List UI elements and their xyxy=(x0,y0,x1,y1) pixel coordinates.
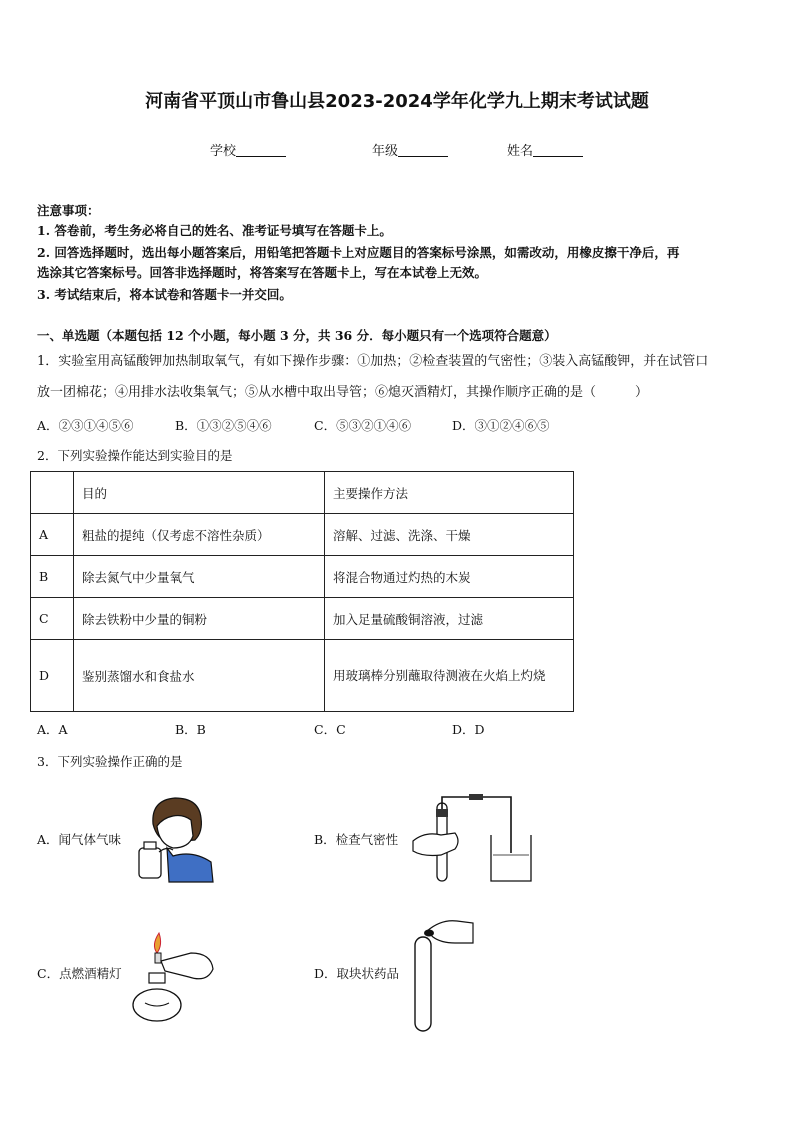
q3-option-d: D．取块状药品 xyxy=(314,966,400,981)
school-blank xyxy=(236,144,286,157)
name-label: 姓名 xyxy=(507,144,534,159)
notice-item-2: 2. 回答选择题时，选出每小题答案后，用铅笔把答题卡上对应题目的答案标号涂黑，如需改动，用橡皮擦干净后，再 xyxy=(37,245,680,260)
q2-option-d: D．D xyxy=(452,722,485,737)
q1-option-b: B．①③②⑤④⑥ xyxy=(175,418,272,433)
q2-table-header xyxy=(31,472,574,514)
q2-row-b-label: B xyxy=(31,556,74,598)
q2-option-b: B．B xyxy=(175,722,206,737)
notice-item-1: 1. 答卷前，考生务必将自己的姓名、准考证号填写在答题卡上。 xyxy=(37,223,392,238)
q2-row-a-method: 溶解、过滤、洗涤、干燥 xyxy=(325,514,574,556)
q2-option-c: C．C xyxy=(314,722,346,737)
q2-row-c-label: C xyxy=(31,598,74,640)
q1-option-a: A．②③①④⑤⑥ xyxy=(37,418,134,433)
q1-stem-line2: 放一团棉花；④用排水法收集氧气；⑤从水槽中取出导管；⑥熄灭酒精灯，其操作顺序正确的是（ ） xyxy=(37,385,649,400)
q1-option-d: D．③①②④⑥⑤ xyxy=(452,418,550,433)
airtightness-check-illustration xyxy=(411,793,533,885)
q3-option-a: A．闻气体气味 xyxy=(37,832,122,847)
q2-row-c-purpose: 除去铁粉中少量的铜粉 xyxy=(74,598,325,640)
q2-table xyxy=(30,471,574,712)
school-label: 学校 xyxy=(210,144,237,159)
notice-item-2-cont: 选涂其它答案标号。回答非选择题时，将答案写在答题卡上，写在本试卷上无效。 xyxy=(37,265,488,280)
table-row xyxy=(31,514,574,556)
q2-header-purpose: 目的 xyxy=(74,472,325,514)
q2-option-a: A．A xyxy=(37,722,68,737)
grade-field xyxy=(372,140,448,159)
grade-label: 年级 xyxy=(372,144,399,159)
q3-option-c: C．点燃酒精灯 xyxy=(37,966,122,981)
table-row xyxy=(31,556,574,598)
table-row xyxy=(31,598,574,640)
page-title: 河南省平顶山市鲁山县2023-2024学年化学九上期末考试试题 xyxy=(145,91,649,112)
q3-stem: 3．下列实验操作正确的是 xyxy=(37,754,183,769)
q2-row-d-label: D xyxy=(31,640,74,712)
notice-heading: 注意事项： xyxy=(37,203,100,218)
q2-row-b-method: 将混合物通过灼热的木炭 xyxy=(325,556,574,598)
notice-item-3: 3. 考试结束后，将本试卷和答题卡一并交回。 xyxy=(37,287,292,302)
lighting-alcohol-lamp-illustration xyxy=(131,931,217,1023)
table-row xyxy=(31,640,574,712)
q2-row-d-method: 用玻璃棒分别蘸取待测液在火焰上灼烧 xyxy=(325,640,574,712)
q2-stem: 2．下列实验操作能达到实验目的是 xyxy=(37,448,233,463)
grade-blank xyxy=(398,144,448,157)
q2-header-blank xyxy=(31,472,74,514)
section-heading: 一、单选题（本题包括 12 个小题，每小题 3 分，共 36 分．每小题只有一个选项符合题意） xyxy=(37,328,557,343)
q3-option-b: B．检查气密性 xyxy=(314,832,399,847)
q1-option-c: C．⑤③②①④⑥ xyxy=(314,418,412,433)
q1-stem-line1: 1．实验室用高锰酸钾加热制取氧气，有如下操作步骤：①加热；②检查装置的气密性；③装入高锰酸钾，并在试管口 xyxy=(37,354,709,369)
taking-solid-reagent-illustration xyxy=(405,913,475,1035)
school-field xyxy=(210,140,286,159)
q2-header-method: 主要操作方法 xyxy=(325,472,574,514)
q2-row-a-purpose: 粗盐的提纯（仅考虑不溶性杂质） xyxy=(74,514,325,556)
q2-row-d-purpose: 鉴别蒸馏水和食盐水 xyxy=(74,640,325,712)
name-blank xyxy=(533,144,583,157)
name-field xyxy=(507,140,583,159)
q2-row-a-label: A xyxy=(31,514,74,556)
q2-row-b-purpose: 除去氮气中少量氧气 xyxy=(74,556,325,598)
smelling-gas-illustration xyxy=(133,792,215,884)
q2-row-c-method: 加入足量硫酸铜溶液，过滤 xyxy=(325,598,574,640)
